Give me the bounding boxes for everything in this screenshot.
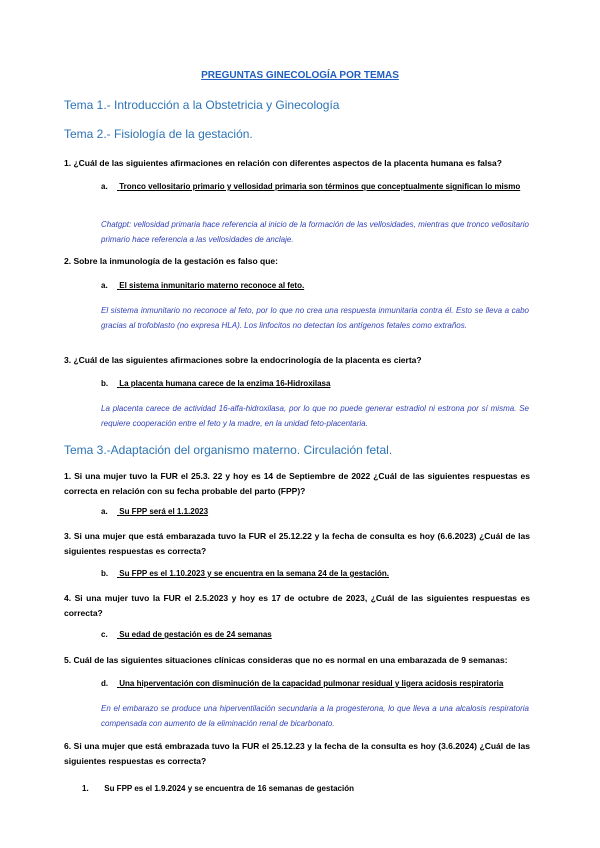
answer-1-text: Tronco vellositario primario y vellosidad primaria son términos que conceptualmente significan lo mismo <box>119 182 521 191</box>
question-1: 1. ¿Cuál de las siguientes afirmaciones en relación con diferentes aspectos de la placenta humana es falsa? <box>64 158 502 168</box>
document-title: PREGUNTAS GINECOLOGÍA POR TEMAS <box>201 70 399 81</box>
question-t3-3: 3. Si una mujer que está embarazada tuvo la FUR el 25.12.22 y la fecha de consulta es hoy (6.6.2023) ¿Cuál de las siguientes respuestas es correcta? <box>64 531 530 556</box>
answer-2 <box>101 279 304 293</box>
answer-t3-5-marker: d. <box>101 679 109 688</box>
heading-tema-2: Tema 2.- Fisiología de la gestación. <box>64 127 253 141</box>
answer-t3-5 <box>101 677 503 691</box>
heading-tema-1: Tema 1.- Introducción a la Obstetricia y Ginecología <box>64 98 340 112</box>
answer-t3-4-marker: c. <box>101 630 108 639</box>
answer-t3-3-marker: b. <box>101 569 109 578</box>
answer-3-text: La placenta humana carece de la enzima 16-Hidroxilasa <box>119 379 331 388</box>
answer-1-marker: a. <box>101 182 108 191</box>
answer-t3-4 <box>101 628 272 642</box>
answer-1 <box>101 180 529 194</box>
question-2: 2. Sobre la inmunología de la gestación es falso que: <box>64 256 278 266</box>
heading-tema-3: Tema 3.-Adaptación del organismo materno. Circulación fetal. <box>64 443 393 457</box>
answer-t3-4-text: Su edad de gestación es de 24 semanas <box>119 630 272 639</box>
answer-3-marker: b. <box>101 379 109 388</box>
answer-t3-1-marker: a. <box>101 507 108 516</box>
answer-t3-1 <box>101 505 208 519</box>
answer-t3-1-text: Su FPP será el 1.1.2023 <box>119 507 209 516</box>
question-3: 3. ¿Cuál de las siguientes afirmaciones sobre la endocrinología de la placenta es cierta? <box>64 355 422 365</box>
answer-2-marker: a. <box>101 281 108 290</box>
answer-t3-3 <box>101 567 389 581</box>
note-2: El sistema inmunitario no reconoce al feto, por lo que no crea una respuesta inmunitaria contra él. Esto se lleva a cabo gracias al trofoblasto (no expresa HLA). Los linfocitos no detectan los antígenos fetales como extraños. <box>101 306 529 330</box>
question-t3-6: 6. Si una mujer que está embrazada tuvo la FUR el 25.12.23 y la fecha de la consulta es hoy (3.6.2024) ¿Cuál de las siguientes respuestas es correcta? <box>64 741 530 766</box>
question-t3-5: 5. Cuál de las siguientes situaciones clínicas consideras que no es normal en una embarazada de 9 semanas: <box>64 655 508 665</box>
question-t3-4: 4. Si una mujer tuvo la FUR el 2.5.2023 y hoy es 17 de octubre de 2023, ¿Cuál de las siguientes respuestas es correcta? <box>64 593 530 618</box>
answer-t3-6 <box>82 782 354 796</box>
answer-t3-6-text: Su FPP es el 1.9.2024 y se encuentra de 16 semanas de gestación <box>104 784 354 793</box>
note-1: Chatgpt: vellosidad primaria hace referencia al inicio de la formación de las vellosidades, mientras que tronco vellositario primario hace referencia a las vellosidades de anclaje. <box>101 220 529 244</box>
answer-t3-3-text: Su FPP es el 1.10.2023 y se encuentra en la semana 24 de la gestación. <box>119 569 390 578</box>
answer-t3-6-marker: 1. <box>82 784 89 793</box>
note-t3-5: En el embarazo se produce una hiperventilación secundaria a la progesterona, lo que lleva a una alcalosis respiratoria compensada con aumento de la eliminación renal de bicarbonato. <box>101 704 529 728</box>
note-3: La placenta carece de actividad 16-alfa-hidroxilasa, por lo que no puede generar estradiol ni estrona por sí misma. Se requiere cooperación entre el feto y la madre, en la unidad feto-placentaria. <box>101 404 529 428</box>
answer-t3-5-text: Una hiperventación con disminución de la capacidad pulmonar residual y ligera acidosis respiratoria <box>119 679 504 688</box>
answer-3 <box>101 377 330 391</box>
question-t3-1: 1. Si una mujer tuvo la FUR el 25.3. 22 y hoy es 14 de Septiembre de 2022 ¿Cuál de las siguientes respuestas es correcta en relación con su fecha probable del parto (FPP)? <box>64 471 530 496</box>
answer-2-text: El sistema inmunitario materno reconoce al feto. <box>119 281 305 290</box>
